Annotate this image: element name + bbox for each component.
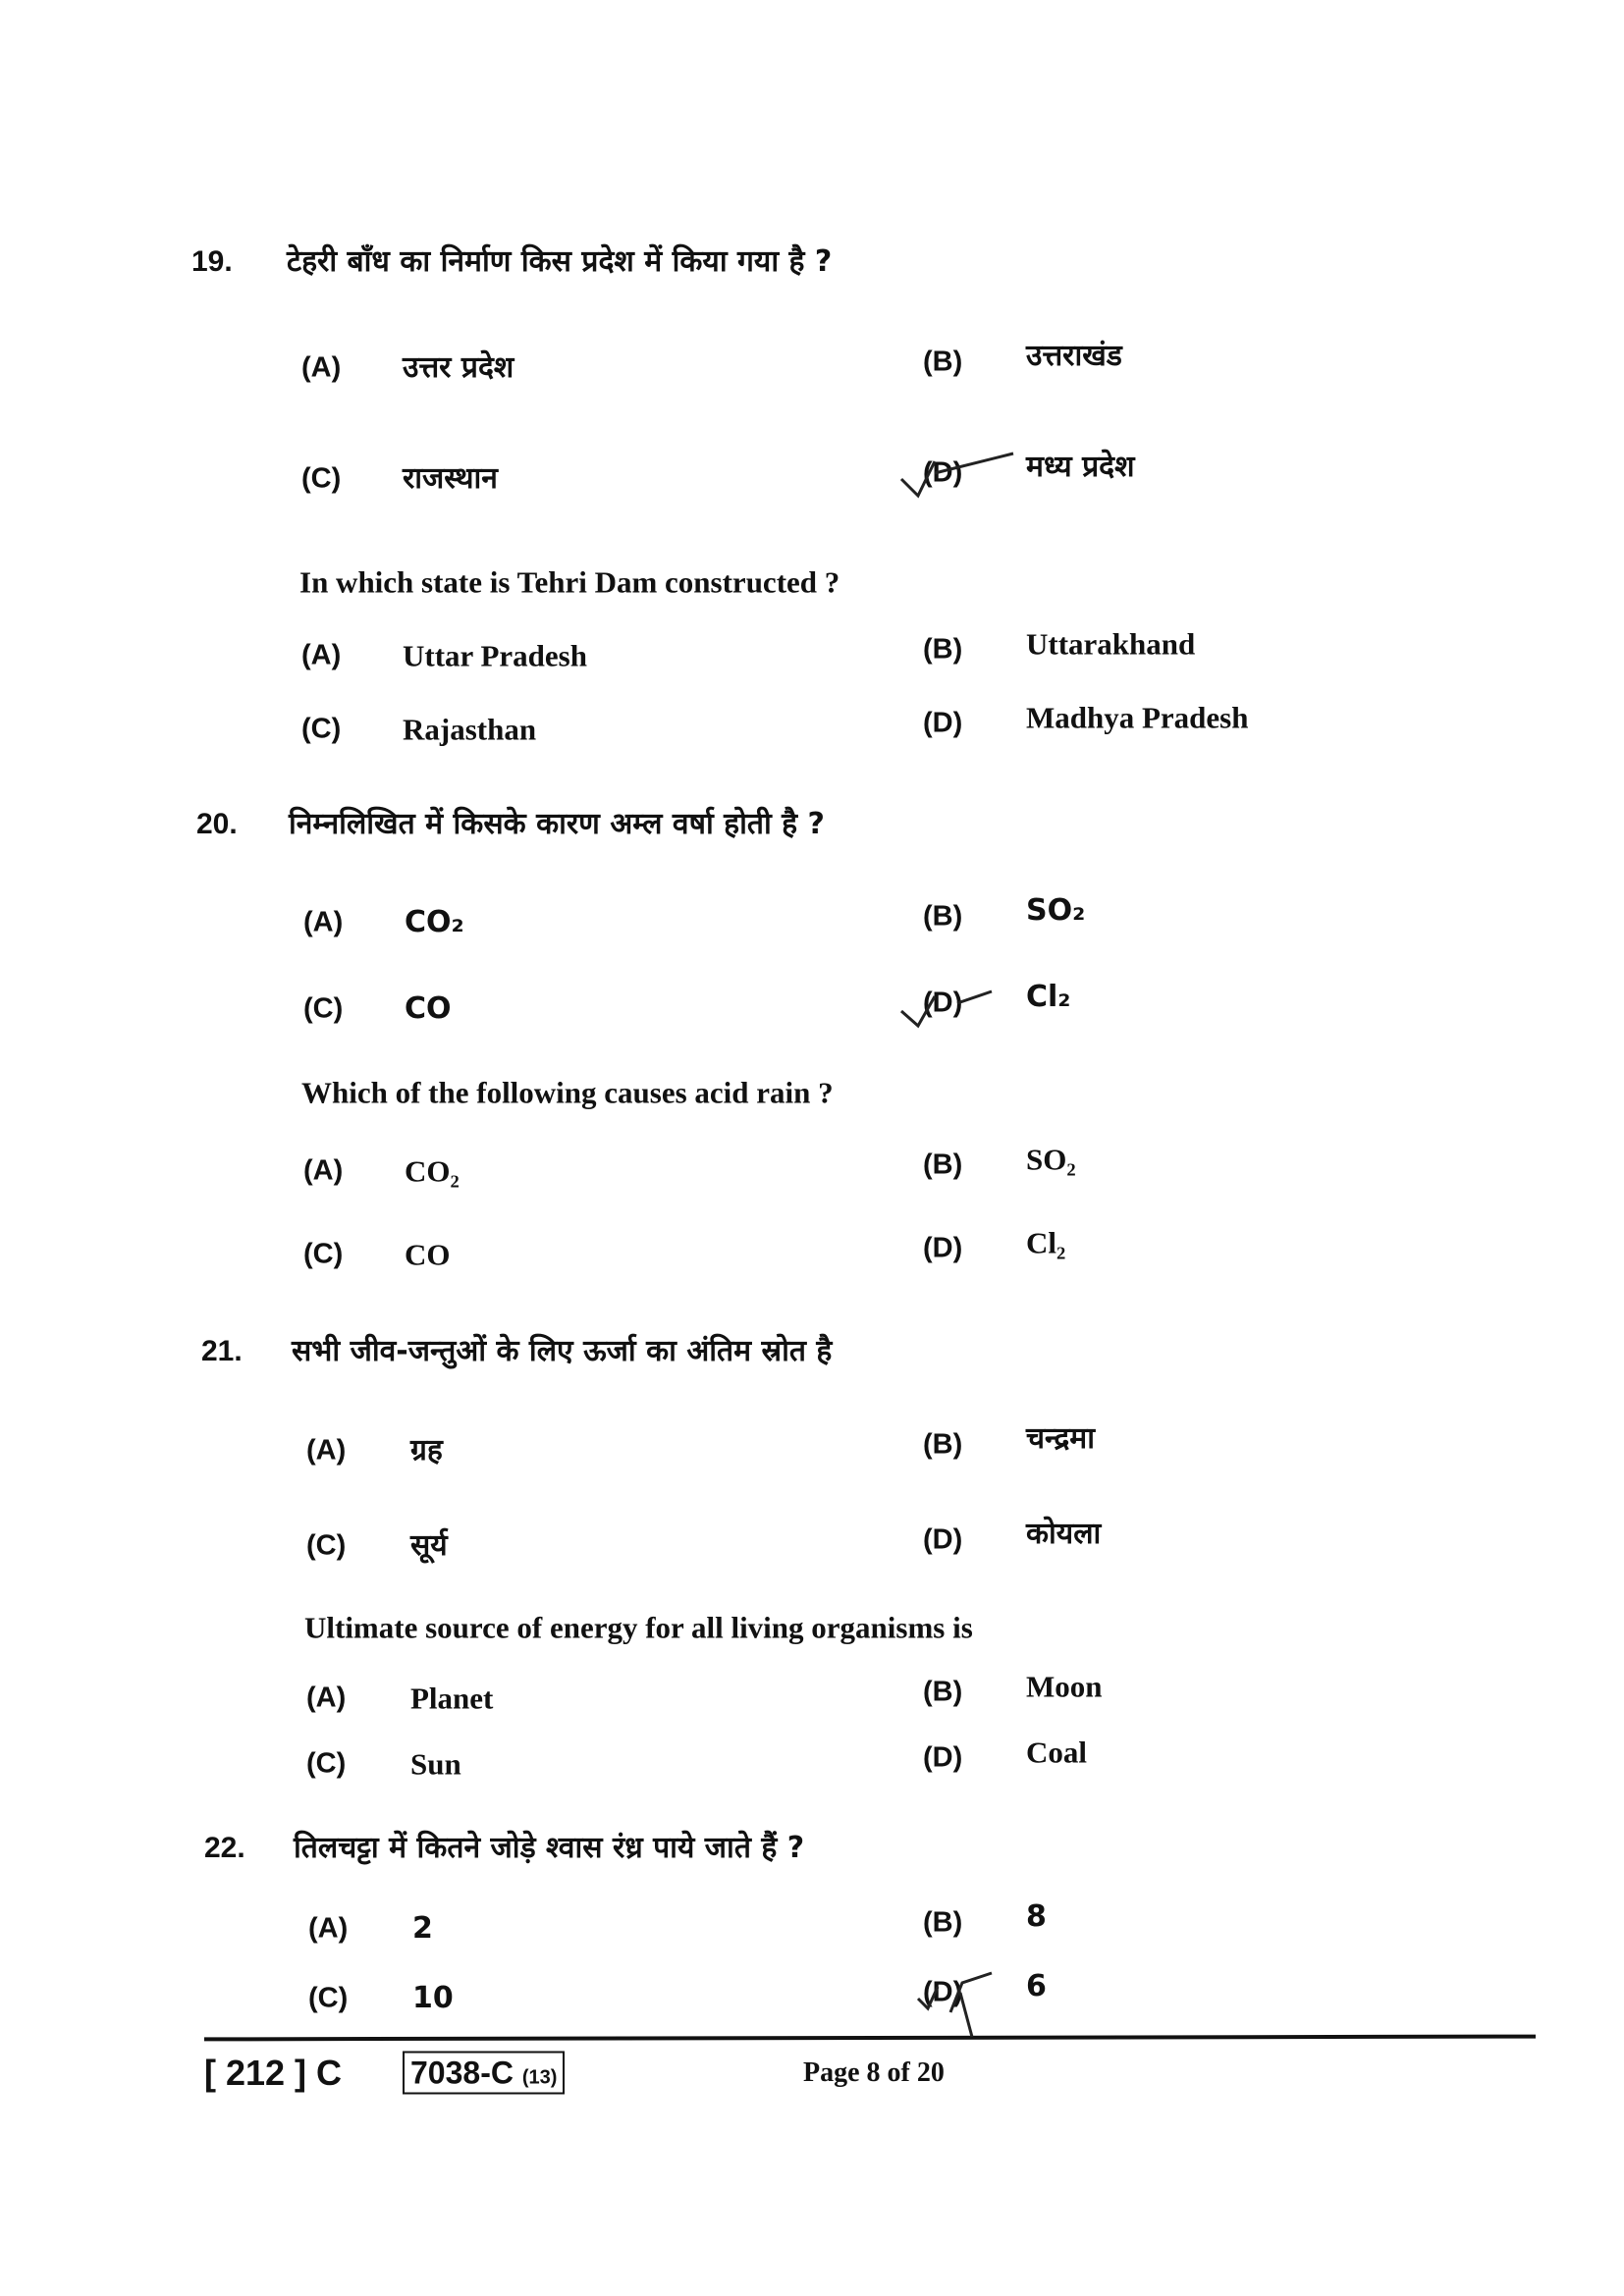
option-text-english: Planet bbox=[410, 1681, 494, 1716]
option-text-hindi: सूर्य bbox=[410, 1528, 448, 1563]
option-text-english: Cl₂ bbox=[1026, 1225, 1066, 1260]
option-label: (D) bbox=[923, 1976, 963, 2008]
option-text-hindi: मध्य प्रदेश bbox=[1026, 450, 1135, 484]
option-text-english: CO₂ bbox=[405, 1153, 460, 1189]
option-text-hindi: 8 bbox=[1026, 1899, 1047, 1934]
option-text-english: Coal bbox=[1026, 1735, 1087, 1770]
option-text-hindi: 2 bbox=[412, 1911, 433, 1946]
question-text-english: Which of the following causes acid rain ? bbox=[301, 1075, 834, 1110]
set-sub: (13) bbox=[521, 2066, 558, 2089]
option-label: (A) bbox=[306, 1434, 347, 1467]
option-label: (C) bbox=[308, 1982, 349, 2014]
option-label: (A) bbox=[308, 1912, 349, 1945]
question-number: 19. bbox=[191, 245, 233, 278]
option-text-hindi: SO₂ bbox=[1026, 893, 1086, 928]
page-number: Page 8 of 20 bbox=[803, 2057, 945, 2088]
option-text-hindi: कोयला bbox=[1026, 1517, 1102, 1551]
option-label: (C) bbox=[301, 713, 342, 745]
option-text-hindi: CO₂ bbox=[405, 905, 464, 939]
option-text-english: CO bbox=[405, 1237, 451, 1272]
option-label: (C) bbox=[306, 1747, 347, 1780]
option-label: (B) bbox=[923, 1148, 963, 1181]
option-label: (C) bbox=[303, 1238, 344, 1270]
option-label: (A) bbox=[303, 1154, 344, 1187]
option-text-english: Uttarakhand bbox=[1026, 626, 1196, 662]
option-text-hindi: 6 bbox=[1026, 1969, 1047, 2003]
option-label: (C) bbox=[306, 1529, 347, 1562]
option-label: (B) bbox=[923, 633, 963, 666]
option-label: (D) bbox=[923, 1232, 963, 1264]
option-label: (B) bbox=[923, 900, 963, 933]
option-label: (D) bbox=[923, 456, 963, 489]
tick-mark-icon bbox=[901, 987, 992, 1026]
tick-mark-icon bbox=[918, 1973, 992, 2037]
option-text-hindi: 10 bbox=[412, 1981, 454, 2015]
option-text-english: Sun bbox=[410, 1746, 461, 1782]
option-label: (C) bbox=[301, 462, 342, 495]
option-text-english: Moon bbox=[1026, 1669, 1103, 1704]
question-text-hindi: सभी जीव-जन्तुओं के लिए ऊर्जा का अंतिम स्रोत है bbox=[292, 1334, 833, 1368]
option-label: (A) bbox=[301, 351, 342, 384]
option-label: (B) bbox=[923, 1428, 963, 1461]
option-text-hindi: Cl₂ bbox=[1026, 980, 1071, 1014]
option-text-hindi: ग्रह bbox=[410, 1433, 443, 1468]
option-text-hindi: राजस्थान bbox=[403, 461, 498, 496]
question-number: 20. bbox=[196, 808, 238, 840]
question-text-english: Ultimate source of energy for all living organisms is bbox=[304, 1610, 973, 1645]
option-label: (D) bbox=[923, 1523, 963, 1556]
option-label: (A) bbox=[301, 639, 342, 671]
option-label: (A) bbox=[306, 1682, 347, 1714]
option-text-english: Madhya Pradesh bbox=[1026, 700, 1249, 735]
set-code: 7038-C bbox=[410, 2055, 514, 2091]
option-text-hindi: चन्द्रमा bbox=[1026, 1421, 1095, 1456]
question-text-hindi: तिलचट्टा में कितने जोड़े श्वास रंध्र पाये जाते हैं ? bbox=[294, 1831, 805, 1865]
option-label: (C) bbox=[303, 992, 344, 1025]
option-text-english: Rajasthan bbox=[403, 712, 537, 747]
option-text-english: SO₂ bbox=[1026, 1142, 1076, 1177]
option-label: (B) bbox=[923, 1906, 963, 1939]
option-label: (B) bbox=[923, 1676, 963, 1708]
question-number: 22. bbox=[204, 1832, 245, 1864]
question-text-hindi: निम्नलिखित में किसके कारण अम्ल वर्षा होती है ? bbox=[289, 807, 825, 841]
option-label: (B) bbox=[923, 346, 963, 378]
option-text-hindi: उत्तर प्रदेश bbox=[403, 350, 514, 385]
option-text-hindi: CO bbox=[405, 991, 452, 1026]
option-label: (D) bbox=[923, 987, 963, 1019]
question-text-hindi: टेहरी बाँध का निर्माण किस प्रदेश में किया गया है ? bbox=[287, 244, 833, 279]
paper-code: [ 212 ] C bbox=[204, 2053, 343, 2093]
tick-mark-icon bbox=[901, 454, 1013, 496]
option-label: (A) bbox=[303, 906, 344, 938]
option-text-english: Uttar Pradesh bbox=[403, 638, 587, 673]
option-text-hindi: उत्तराखंड bbox=[1026, 339, 1122, 373]
option-label: (D) bbox=[923, 1741, 963, 1774]
question-text-english: In which state is Tehri Dam constructed ? bbox=[299, 564, 840, 600]
option-label: (D) bbox=[923, 707, 963, 739]
question-number: 21. bbox=[201, 1335, 243, 1367]
